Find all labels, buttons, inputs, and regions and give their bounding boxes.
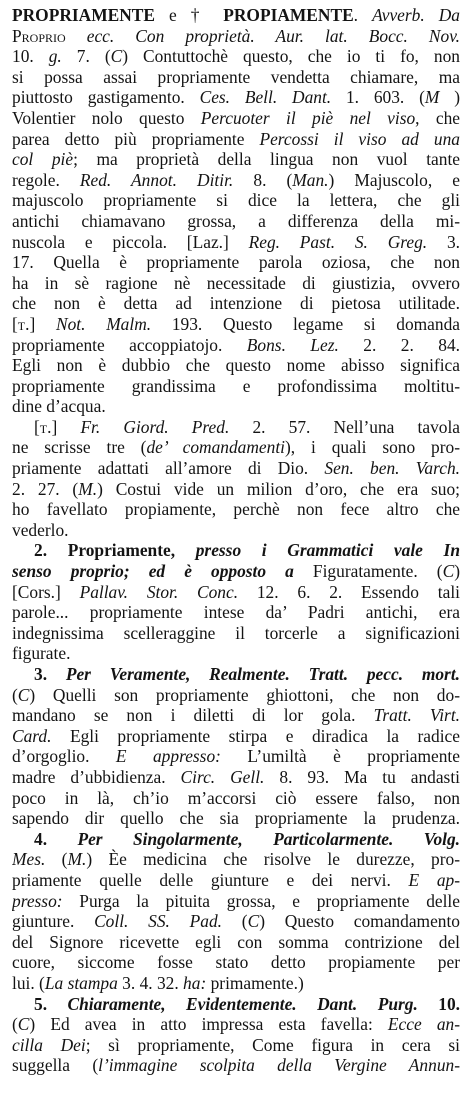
- text-line: [12, 788, 460, 809]
- text-segment: t.: [17, 313, 30, 334]
- text-segment: Man.: [292, 169, 329, 190]
- text-segment: ) Majuscolo, e: [328, 169, 460, 190]
- text-segment: (: [45, 849, 68, 870]
- text-line: [12, 170, 460, 191]
- text-segment: che non è detta ad intenzione di pietosa utilitade.: [12, 293, 460, 314]
- text-segment: ; sì propriamente, Come figura in cera si: [85, 1034, 460, 1055]
- text-line: [12, 46, 460, 67]
- text-segment: Card.: [12, 725, 52, 746]
- text-line: [12, 252, 460, 273]
- text-segment: C: [247, 911, 260, 932]
- text-line: [12, 664, 460, 685]
- text-segment: ): [454, 561, 460, 582]
- text-segment: 8. (: [233, 169, 293, 190]
- text-segment: PROPRIAMENTE: [12, 5, 155, 25]
- text-segment: 193. Questo legame si domanda: [151, 313, 460, 334]
- text-line: [12, 829, 460, 850]
- text-segment: parole... propriamente intese da’ Padri antichi, era: [12, 602, 460, 623]
- text-segment: (: [222, 911, 248, 932]
- text-segment: parea detto più propriamente: [12, 128, 260, 149]
- text-segment: 8. 93. Ma tu andasti: [264, 766, 460, 787]
- text-segment: primamente.): [206, 972, 304, 993]
- text-line: [12, 396, 460, 417]
- text-line: [12, 540, 460, 561]
- text-segment: [: [12, 313, 18, 334]
- text-line: [12, 87, 460, 108]
- text-segment: Pallav. Stor. Conc.: [79, 581, 239, 602]
- text-segment: ) Contuttochè questo, che io ti fo, non: [122, 46, 460, 67]
- text-segment: g.: [48, 46, 62, 67]
- text-line: [12, 335, 460, 356]
- text-line: [12, 1035, 460, 1056]
- text-segment: cuore, siccome fosse stato detto propiamente per: [12, 952, 460, 973]
- text-line: [12, 849, 460, 870]
- text-segment: senso proprio; ed è opposto a: [12, 561, 313, 582]
- text-line: [12, 314, 460, 335]
- text-segment: 10.: [417, 993, 460, 1014]
- text-line: [12, 26, 460, 47]
- text-segment: Per Singolarmente, Particolarmente. Volg.: [77, 828, 460, 849]
- text-segment: ) Quelli son propriamente ghiottoni, che non do-: [29, 684, 460, 705]
- text-segment: si possa assai propriamente vendetta chiamare, ma: [12, 66, 460, 87]
- text-segment: M.: [78, 478, 98, 499]
- text-segment: mandano se non i diletti di lor gola.: [12, 705, 374, 726]
- text-line: [12, 129, 460, 150]
- text-segment: ) Ed avea in atto impressa esta favella:: [29, 1014, 388, 1035]
- text-line: [12, 973, 460, 994]
- text-segment: ecc. Con proprietà. Aur. lat. Bocc. Nov.: [65, 25, 460, 46]
- text-segment: presso i Grammatici vale In: [195, 540, 460, 561]
- text-segment: ) Costui vide un milion d’oro, che era suo;: [97, 478, 460, 499]
- text-line: [12, 108, 460, 129]
- text-segment: 2. 2. 84.: [338, 334, 460, 355]
- text-segment: regole.: [12, 169, 80, 190]
- text-segment: Coll. SS. Pad.: [94, 911, 223, 932]
- text-segment: 3.: [34, 664, 66, 684]
- text-segment: Egli propriamente stirpa e diradica la radice: [51, 725, 460, 746]
- text-segment: col piè: [12, 149, 74, 170]
- text-line: [12, 458, 460, 479]
- text-segment: l’immagine scolpita della Vergine Annun-: [98, 1055, 460, 1076]
- text-segment: 17. Quella è propriamente parola oziosa, che non: [12, 252, 460, 273]
- text-segment: ; ma proprietà della lingua non vuol tante: [73, 149, 460, 170]
- text-line: [12, 355, 460, 376]
- text-line: [12, 149, 460, 170]
- text-segment: Sen. ben. Varch.: [324, 458, 460, 479]
- text-segment: Circ. Gell.: [180, 766, 265, 787]
- text-line: [12, 726, 460, 747]
- text-line: [12, 891, 460, 912]
- text-segment: L’umiltà è propriamente: [220, 746, 460, 767]
- text-segment: Percuoter il piè nel viso: [200, 107, 416, 128]
- text-segment: ]: [51, 416, 81, 437]
- text-segment: 2. 27. (: [12, 478, 79, 499]
- text-line: [12, 932, 460, 953]
- text-segment: La stampa: [44, 972, 118, 993]
- text-segment: Fr. Giord. Pred.: [80, 416, 230, 437]
- text-line: [12, 293, 460, 314]
- text-segment: ) Questo comandamento: [259, 911, 460, 932]
- text-segment: Ecce an-: [387, 1014, 460, 1035]
- text-segment: 5.: [34, 993, 68, 1014]
- text-segment: Purga la pituita grossa, e propriamente delle: [62, 890, 460, 911]
- text-line: [12, 623, 460, 644]
- text-segment: Egli non è dubbio che questo nome abisso significa: [12, 355, 460, 376]
- text-segment: 1. 603. (: [331, 87, 425, 108]
- text-segment: C: [442, 561, 455, 582]
- text-segment: 3.: [427, 231, 460, 252]
- text-segment: [Cors.]: [12, 581, 80, 602]
- text-segment: propriamente grandissima e profondissima moltitu-: [12, 375, 460, 396]
- text-line: [12, 417, 460, 438]
- text-line: [12, 870, 460, 891]
- text-segment: (: [12, 1014, 18, 1035]
- text-segment: 7. (: [61, 46, 111, 67]
- text-segment: priamente quelle delle giunture e dei nervi.: [12, 869, 409, 890]
- text-line: [12, 479, 460, 500]
- text-segment: priamente adattati all’amore di Dio.: [12, 458, 325, 479]
- text-line: [12, 437, 460, 458]
- text-segment: Volentier nolo questo: [12, 107, 201, 128]
- text-line: [12, 499, 460, 520]
- text-segment: E appresso:: [115, 746, 221, 767]
- text-segment: 3. 4. 32.: [117, 972, 184, 993]
- text-segment: [: [34, 416, 40, 437]
- text-segment: del Signore ricevette egli con somma contrizione del: [12, 931, 460, 952]
- text-line: [12, 952, 460, 973]
- text-segment: C: [17, 684, 30, 705]
- text-segment: madre d’ubbidienza.: [12, 766, 181, 787]
- text-segment: .: [353, 5, 373, 25]
- text-segment: poco in là, ch’io m’accorsi ciò essere falso, non: [12, 787, 460, 808]
- text-segment: Chiaramente, Evidentemente. Dant. Purg.: [67, 993, 418, 1014]
- text-line: [12, 911, 460, 932]
- text-segment: Red. Annot. Ditir.: [79, 169, 234, 190]
- text-segment: propriamente accoppiatojo.: [12, 334, 247, 355]
- text-segment: 4.: [34, 828, 78, 849]
- text-line: [12, 994, 460, 1015]
- text-line: [12, 643, 460, 664]
- text-segment: Figuratamente. (: [312, 561, 443, 582]
- dictionary-entry-propriamente: [12, 5, 460, 1076]
- text-segment: Proprio: [12, 25, 66, 46]
- text-segment: presso:: [12, 890, 63, 911]
- text-segment: M.: [67, 849, 87, 870]
- text-segment: C: [110, 46, 123, 67]
- text-segment: e †: [155, 5, 224, 25]
- text-line: [12, 767, 460, 788]
- text-line: [12, 582, 460, 603]
- text-segment: ha:: [183, 972, 207, 993]
- text-line: [12, 273, 460, 294]
- text-line: [12, 67, 460, 88]
- text-segment: indegnissima scelleraggine il torcerle a significazioni: [12, 622, 460, 643]
- text-segment: ), i quali sono pro-: [285, 437, 460, 458]
- text-line: [12, 1014, 460, 1035]
- text-segment: 10.: [12, 46, 49, 67]
- text-segment: dine d’acqua.: [12, 396, 106, 417]
- text-segment: ) Èe medicina che risolve le durezze, pro-: [86, 849, 460, 870]
- text-segment: Bons. Lez.: [246, 334, 339, 355]
- text-segment: sapendo dir quello che sia propriamente la prudenza.: [12, 808, 460, 829]
- text-line: [12, 232, 460, 253]
- text-segment: PROPIAMENTE: [223, 5, 354, 25]
- text-segment: Reg. Past. S. Greg.: [248, 231, 428, 252]
- text-line: [12, 520, 460, 541]
- text-segment: majuscolo propriamente si dice la lettera, che gli: [12, 190, 460, 211]
- text-segment: 2. Propriamente,: [34, 540, 196, 561]
- text-line: [12, 211, 460, 232]
- text-line: [12, 1055, 460, 1076]
- text-segment: de’ comandamenti: [146, 437, 286, 458]
- text-segment: t.: [39, 416, 52, 437]
- text-segment: nuscola e piccola. [Laz.]: [12, 231, 249, 252]
- text-segment: 12. 6. 2. Essendo tali: [238, 581, 460, 602]
- text-segment: , che: [415, 107, 460, 128]
- text-line: [12, 561, 460, 582]
- text-line: [12, 746, 460, 767]
- text-line: [12, 190, 460, 211]
- text-line: [12, 602, 460, 623]
- text-segment: ): [439, 87, 460, 108]
- text-segment: Avverb. Da: [372, 5, 460, 25]
- text-line: [12, 705, 460, 726]
- text-segment: cilla Dei: [12, 1034, 86, 1055]
- text-segment: Mes.: [12, 849, 46, 870]
- text-segment: ]: [29, 313, 56, 334]
- text-segment: M: [424, 87, 440, 108]
- text-segment: giunture.: [12, 911, 95, 932]
- text-segment: 2. 57. Nell’una tavola: [229, 416, 460, 437]
- text-segment: Ces. Bell. Dant.: [199, 87, 332, 108]
- text-line: [12, 808, 460, 829]
- text-segment: vederlo.: [12, 519, 69, 540]
- text-line: [12, 376, 460, 397]
- text-segment: figurate.: [12, 643, 71, 664]
- text-line: [12, 685, 460, 706]
- text-segment: suggella (: [12, 1055, 99, 1076]
- text-segment: (: [12, 684, 18, 705]
- text-segment: d’orgoglio.: [12, 746, 116, 767]
- text-segment: lui. (: [12, 972, 45, 993]
- text-segment: ne scrisse tre (: [12, 437, 147, 458]
- text-segment: ha in sè ragione nè necessitade di giustizia, ovvero: [12, 272, 460, 293]
- text-segment: Percossi il viso ad una: [259, 128, 460, 149]
- text-segment: Tratt. Virt.: [373, 705, 460, 726]
- text-segment: piuttosto gastigamento.: [12, 87, 200, 108]
- text-segment: ho favellato propiamente, perchè non fece altro che: [12, 499, 460, 520]
- text-line: [12, 5, 460, 26]
- text-segment: Not. Malm.: [56, 313, 152, 334]
- text-segment: antichi chiamavano grossa, a differenza della mi-: [12, 210, 460, 231]
- text-segment: Per Veramente, Realmente. Tratt. pecc. mort.: [65, 664, 460, 684]
- text-segment: E ap-: [408, 869, 460, 890]
- text-segment: C: [17, 1014, 30, 1035]
